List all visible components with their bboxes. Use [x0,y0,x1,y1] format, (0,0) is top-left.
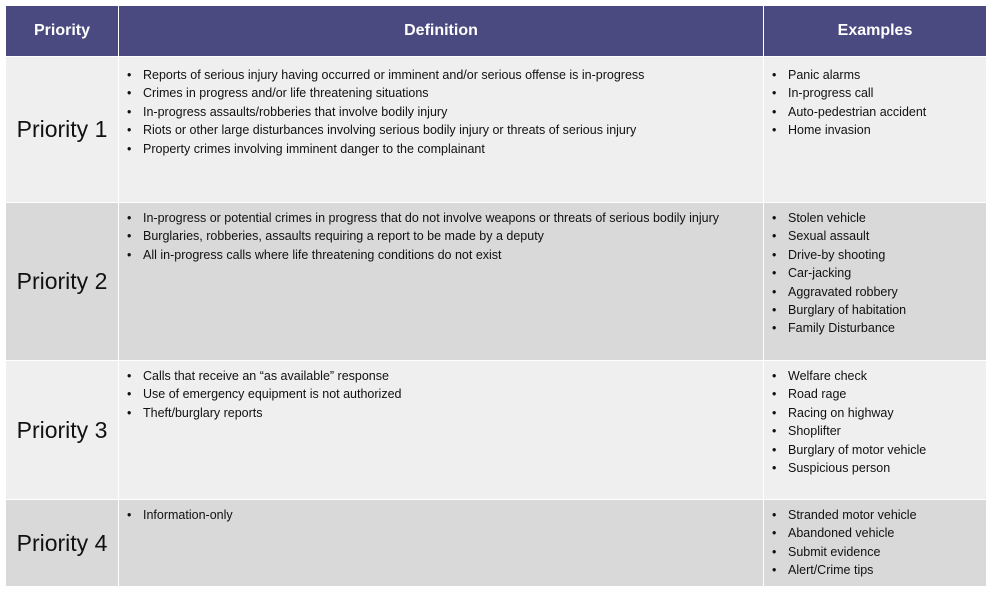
definition-cell [119,500,764,587]
list-item: • Aggravated robbery [772,283,986,301]
definition-list [119,209,763,264]
list-item: • Reports of serious injury having occurred or imminent and/or serious offense is in-progress [127,66,763,84]
definition-cell [119,361,764,500]
list-item: • In-progress assaults/robberies that involve bodily injury [127,103,763,121]
list-item: • Auto-pedestrian accident [772,103,986,121]
table-row [6,500,987,587]
priority-label: Priority 2 [6,203,119,361]
list-item: • In-progress or potential crimes in progress that do not involve weapons or threats of serious bodily injury [127,209,763,227]
table-row [6,57,987,203]
list-item: • Submit evidence [772,543,986,561]
list-item: • Panic alarms [772,66,986,84]
definition-list [119,367,763,422]
priority-table [5,5,987,587]
list-item: • Family Disturbance [772,319,986,337]
header-definition: Definition [119,6,764,57]
priority-label: Priority 3 [6,361,119,500]
examples-cell [764,203,987,361]
list-item: • Use of emergency equipment is not authorized [127,385,763,403]
list-item: • Information-only [127,506,763,524]
list-item: • Car-jacking [772,264,986,282]
list-item: • Drive-by shooting [772,246,986,264]
list-item: • Burglaries, robberies, assaults requiring a report to be made by a deputy [127,227,763,245]
definition-list [119,66,763,158]
definition-cell [119,203,764,361]
examples-cell [764,500,987,587]
header-row [6,6,987,57]
definition-cell [119,57,764,203]
list-item: • Shoplifter [772,422,986,440]
list-item: • Property crimes involving imminent danger to the complainant [127,140,763,158]
list-item: • All in-progress calls where life threatening conditions do not exist [127,246,763,264]
list-item: • Road rage [772,385,986,403]
examples-list [764,209,986,338]
list-item: • Sexual assault [772,227,986,245]
list-item: • Alert/Crime tips [772,561,986,579]
list-item: • Stranded motor vehicle [772,506,986,524]
list-item: • Crimes in progress and/or life threatening situations [127,84,763,102]
table-row [6,203,987,361]
examples-list [764,367,986,477]
examples-list [764,506,986,580]
list-item: • Welfare check [772,367,986,385]
examples-list [764,66,986,140]
list-item: • Stolen vehicle [772,209,986,227]
list-item: • Theft/burglary reports [127,404,763,422]
examples-cell [764,57,987,203]
list-item: • Burglary of motor vehicle [772,441,986,459]
list-item: • In-progress call [772,84,986,102]
list-item: • Abandoned vehicle [772,524,986,542]
priority-label: Priority 4 [6,500,119,587]
list-item: • Home invasion [772,121,986,139]
list-item: • Suspicious person [772,459,986,477]
list-item: • Calls that receive an “as available” response [127,367,763,385]
examples-cell [764,361,987,500]
definition-list [119,506,763,524]
header-examples: Examples [764,6,987,57]
table-row [6,361,987,500]
list-item: • Burglary of habitation [772,301,986,319]
list-item: • Riots or other large disturbances involving serious bodily injury or threats of serious injury [127,121,763,139]
list-item: • Racing on highway [772,404,986,422]
header-priority: Priority [6,6,119,57]
priority-label: Priority 1 [6,57,119,203]
